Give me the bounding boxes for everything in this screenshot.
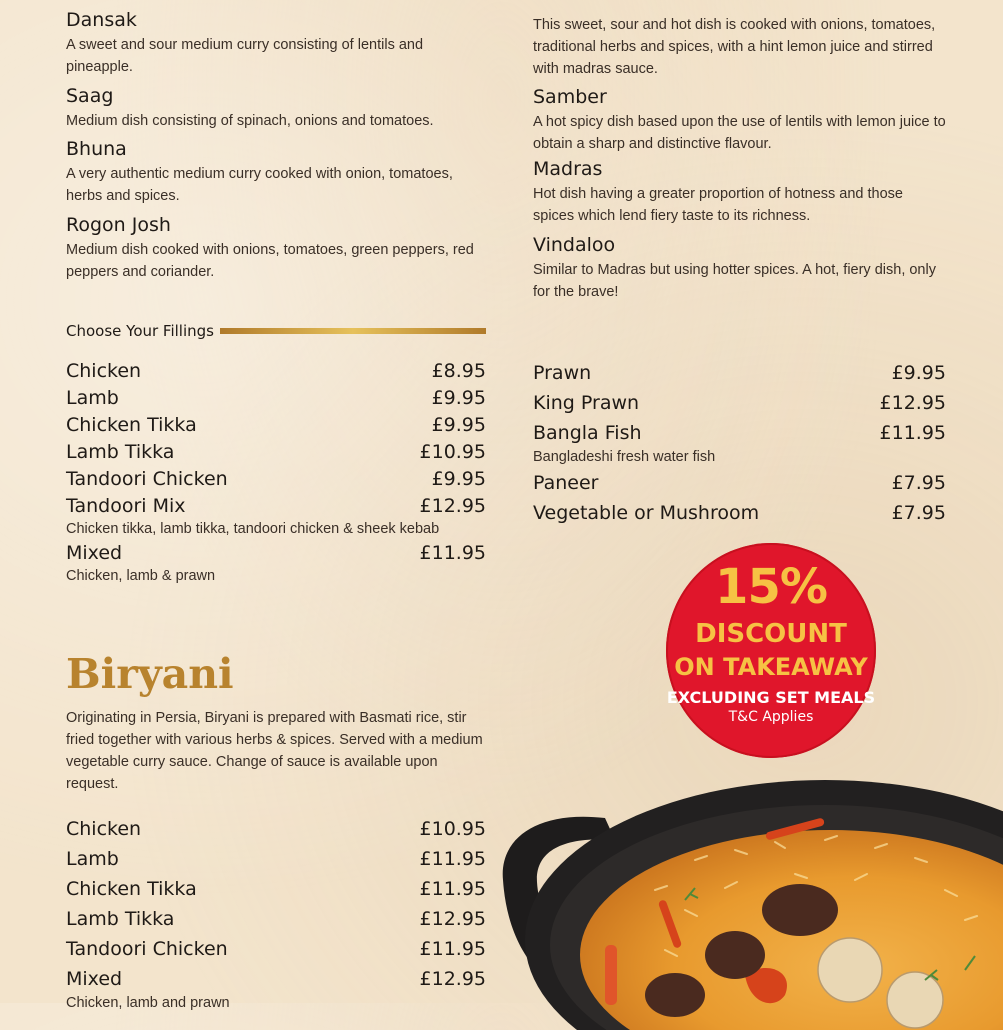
curry-name: Samber <box>533 86 607 108</box>
terms-line: T&C Applies <box>728 709 814 725</box>
biryani-name: Tandoori Chicken <box>66 938 228 960</box>
discount-badge <box>666 543 876 758</box>
biryani-name: Chicken <box>66 818 142 840</box>
filling-price: £11.95 <box>879 422 946 444</box>
filling-name: Mixed <box>66 542 123 564</box>
filling-row <box>533 418 946 448</box>
filling-price: £7.95 <box>891 472 946 494</box>
filling-price: £11.95 <box>419 542 486 564</box>
curry-description: A hot spicy dish based upon the use of lentils with lemon juice to obtain a sharp and distinctive flavour. <box>533 114 946 152</box>
biryani-name: Chicken Tikka <box>66 878 197 900</box>
curry-item <box>66 214 486 290</box>
curry-description: A sweet and sour medium curry consisting of lentils and pineapple. <box>66 37 424 75</box>
takeaway-line: ON TAKEAWAY <box>674 653 868 681</box>
biryani-pan-image <box>495 770 1003 1030</box>
curry-description: Medium dish cooked with onions, tomatoes, green peppers, red peppers and coriander. <box>66 242 474 280</box>
filling-price: £7.95 <box>891 502 946 524</box>
filling-price: £10.95 <box>419 441 486 463</box>
curry-name: Saag <box>66 85 114 107</box>
filling-name: Lamb <box>66 387 119 409</box>
curry-item <box>533 158 948 234</box>
biryani-row <box>66 874 486 904</box>
curry-item <box>66 85 486 138</box>
filling-row <box>66 439 486 466</box>
biryani-name: Mixed <box>66 968 123 990</box>
biryani-name: Lamb Tikka <box>66 908 175 930</box>
biryani-name: Lamb <box>66 848 119 870</box>
discount-percent: 15% <box>715 559 827 615</box>
curry-description: Similar to Madras but using hotter spices. A hot, fiery dish, only for the brave! <box>533 262 936 300</box>
filling-row <box>66 358 486 385</box>
curry-name: Vindaloo <box>533 234 616 256</box>
curry-item <box>66 138 486 214</box>
filling-note: Bangladeshi fresh water fish <box>533 449 716 465</box>
filling-name: Chicken <box>66 360 142 382</box>
curry-item <box>533 234 948 303</box>
curry-description: A very authentic medium curry cooked with onion, tomatoes, herbs and spices. <box>66 166 453 204</box>
filling-name: Tandoori Mix <box>66 495 186 517</box>
filling-note: Chicken, lamb & prawn <box>66 568 216 584</box>
biryani-price: £11.95 <box>419 878 486 900</box>
biryani-price: £12.95 <box>419 968 486 990</box>
filling-name: Paneer <box>533 472 599 494</box>
filling-name: Chicken Tikka <box>66 414 197 436</box>
curry-name: Dansak <box>66 9 137 31</box>
filling-row <box>533 498 946 528</box>
curry-name: Bhuna <box>66 138 127 160</box>
filling-price: £12.95 <box>879 392 946 414</box>
fillings-list-left <box>66 358 486 587</box>
curry-item <box>533 86 948 158</box>
filling-name: Bangla Fish <box>533 422 642 444</box>
curry-list-left <box>66 9 486 290</box>
filling-price: £9.95 <box>431 387 486 409</box>
curry-name: Madras <box>533 158 603 180</box>
biryani-title: Biryani <box>66 650 234 698</box>
curry-name: Rogon Josh <box>66 214 171 236</box>
filling-price: £12.95 <box>419 495 486 517</box>
filling-name: Tandoori Chicken <box>66 468 228 490</box>
curry-description: This sweet, sour and hot dish is cooked with onions, tomatoes, traditional herbs and spices, with a hint lemon juice and stirred with madras sauce. <box>533 17 936 77</box>
filling-name: Lamb Tikka <box>66 441 175 463</box>
filling-name: Vegetable or Mushroom <box>533 502 760 524</box>
biryani-price: £12.95 <box>419 908 486 930</box>
biryani-list <box>66 814 486 1014</box>
filling-row <box>66 466 486 493</box>
filling-price: £9.95 <box>431 414 486 436</box>
filling-name: Prawn <box>533 362 592 384</box>
filling-name: King Prawn <box>533 392 640 414</box>
filling-note: Chicken tikka, lamb tikka, tandoori chicken & sheek kebab <box>66 521 440 537</box>
discount-line: DISCOUNT <box>695 619 847 649</box>
filling-row <box>66 493 486 520</box>
biryani-row <box>66 814 486 844</box>
biryani-price: £10.95 <box>419 818 486 840</box>
filling-row <box>533 468 946 498</box>
filling-row <box>533 388 946 418</box>
filling-row <box>66 540 486 567</box>
filling-row <box>66 385 486 412</box>
filling-row <box>66 412 486 439</box>
biryani-row <box>66 964 486 994</box>
filling-row <box>533 358 946 388</box>
curry-description: Medium dish consisting of spinach, onions and tomatoes. <box>66 113 434 129</box>
filling-price: £9.95 <box>431 468 486 490</box>
biryani-row <box>66 934 486 964</box>
biryani-note: Chicken, lamb and prawn <box>66 995 230 1011</box>
curry-item <box>66 9 486 85</box>
biryani-price: £11.95 <box>419 848 486 870</box>
filling-price: £8.95 <box>431 360 486 382</box>
biryani-row <box>66 904 486 934</box>
fillings-header-label: Choose Your Fillings <box>66 322 214 340</box>
curry-list-right <box>533 14 948 303</box>
biryani-description: Originating in Persia, Biryani is prepared with Basmati rice, stir fried together with various herbs & spices. Served with a medium vegetable curry sauce. Change of sauce is available upon request. <box>66 710 483 792</box>
exclusion-line: EXCLUDING SET MEALS <box>666 688 876 707</box>
fillings-header <box>66 322 486 340</box>
curry-description: Hot dish having a greater proportion of hotness and those spices which lend fiery taste to its richness. <box>533 186 903 224</box>
fillings-list-right <box>533 358 946 528</box>
filling-price: £9.95 <box>891 362 946 384</box>
biryani-price: £11.95 <box>419 938 486 960</box>
gold-divider <box>220 328 486 334</box>
biryani-row <box>66 844 486 874</box>
